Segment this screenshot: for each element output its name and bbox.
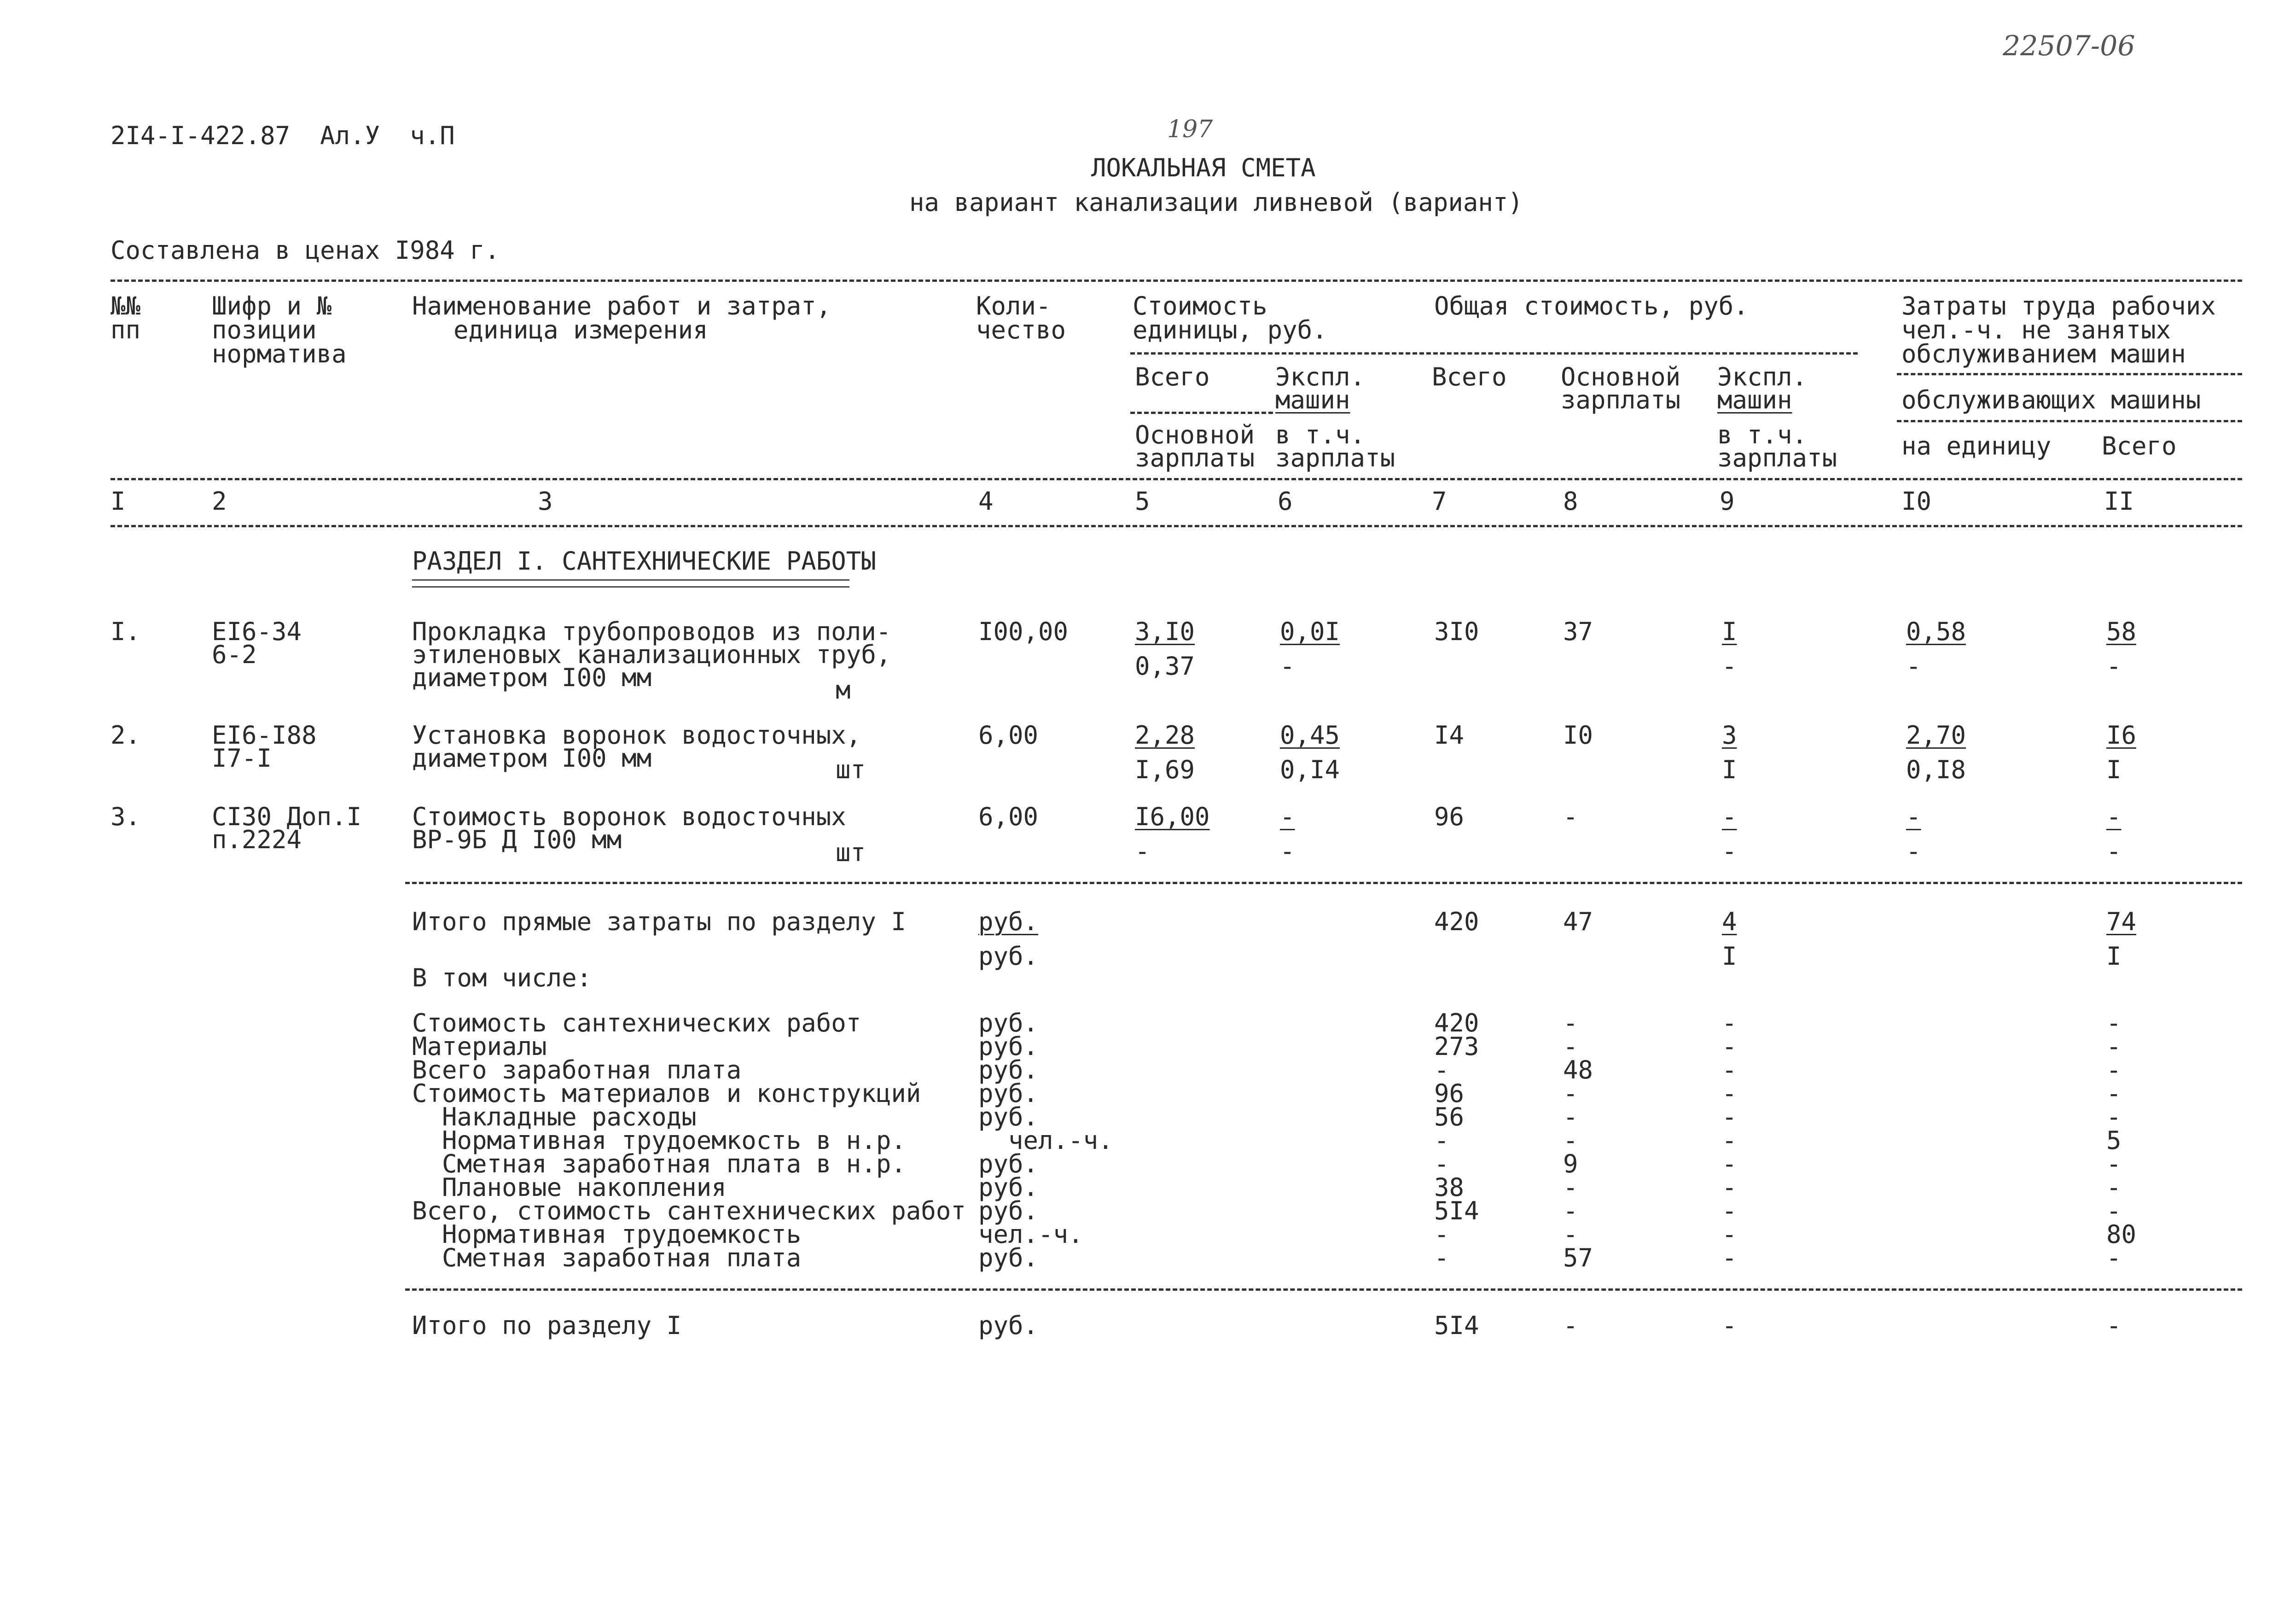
- item-number: I.: [110, 617, 141, 646]
- breakdown-wage: 57: [1563, 1243, 1593, 1272]
- breakdown-name: Материалы: [412, 1032, 547, 1061]
- item-name-1: Прокладка трубопроводов из поли-: [412, 617, 891, 646]
- column-number: I: [110, 487, 126, 516]
- item-total-machines-wage: I: [1722, 755, 1737, 784]
- breakdown-wage: -: [1563, 1173, 1578, 1202]
- item-labor-total: -: [2106, 802, 2122, 831]
- section-total-wage: -: [1563, 1311, 1578, 1340]
- item-total-wage: I0: [1563, 721, 1593, 750]
- breakdown-cost: -: [1434, 1055, 1449, 1084]
- breakdown-cost: -: [1434, 1220, 1449, 1249]
- breakdown-cost: -: [1434, 1243, 1449, 1272]
- breakdown-name: Всего, стоимость сантехнических работ: [412, 1196, 966, 1225]
- item-unit-wage: I,69: [1135, 755, 1195, 784]
- breakdown-name: Всего заработная плата: [412, 1055, 742, 1084]
- column-number: 9: [1720, 487, 1735, 516]
- item-labor-total: I6: [2106, 721, 2137, 750]
- breakdown-unit: руб.: [978, 1196, 1039, 1225]
- breakdown-labor: -: [2106, 1055, 2122, 1084]
- item-labor-total-2: I: [2106, 755, 2122, 784]
- breakdown-cost: 56: [1434, 1102, 1465, 1131]
- item-unit-machines: 0,45: [1280, 721, 1340, 750]
- breakdown-labor: -: [2106, 1173, 2122, 1202]
- breakdown-name: Стоимость сантехнических работ: [412, 1008, 861, 1037]
- item-qty: 6,00: [978, 802, 1039, 831]
- column-number: II: [2104, 487, 2134, 516]
- breakdown-unit: руб.: [978, 1173, 1039, 1202]
- item-name-1: Установка воронок водосточных,: [412, 721, 861, 750]
- breakdown-wage: 9: [1563, 1149, 1578, 1178]
- breakdown-unit: руб.: [978, 1102, 1039, 1131]
- breakdown-wage: -: [1563, 1126, 1578, 1155]
- table-top-rule: [110, 280, 2242, 282]
- item-unit: шт: [836, 755, 866, 784]
- column-number: 5: [1135, 487, 1150, 516]
- breakdown-machines: -: [1722, 1102, 1737, 1131]
- header-col9-expl-b: машин: [1717, 385, 1792, 414]
- items-end-rule: [405, 882, 2242, 884]
- breakdown-labor: -: [2106, 1008, 2122, 1037]
- header-total-cost: Общая стоимость, руб.: [1434, 291, 1749, 320]
- item-unit-machines: -: [1280, 802, 1295, 831]
- breakdown-wage: 48: [1563, 1055, 1593, 1084]
- item-total-machines-wage: -: [1722, 652, 1737, 681]
- item-name-2: ВР-9Б Д I00 мм: [412, 825, 622, 854]
- direct-total-machines: 4: [1722, 907, 1737, 936]
- header-col8-a: Основной: [1561, 362, 1681, 391]
- breakdown-unit: руб.: [978, 1055, 1039, 1084]
- item-unit-machines-wage: -: [1280, 837, 1295, 866]
- direct-total-labor: 74: [2106, 907, 2137, 936]
- direct-total-labor-2: I: [2106, 942, 2122, 971]
- breakdown-name: Плановые накопления: [412, 1173, 727, 1202]
- direct-total-cost: 420: [1434, 907, 1479, 936]
- item-labor-per-unit-2: 0,I8: [1906, 755, 1966, 784]
- breakdown-labor: -: [2106, 1079, 2122, 1108]
- breakdown-unit: чел.-ч.: [978, 1126, 1113, 1155]
- item-unit: шт: [836, 838, 866, 867]
- item-labor-total-2: -: [2106, 837, 2122, 866]
- breakdown-machines: -: [1722, 1173, 1737, 1202]
- breakdown-name: Сметная заработная плата в н.р.: [412, 1149, 906, 1178]
- item-total-machines: 3: [1722, 721, 1737, 750]
- header-name-a: Наименование работ и затрат,: [412, 291, 831, 320]
- section-total-labor: -: [2106, 1311, 2122, 1340]
- header-per-unit: на единицу: [1901, 431, 2052, 460]
- header-col6-expl-b: машин: [1275, 385, 1350, 414]
- item-unit-machines: 0,0I: [1280, 617, 1340, 646]
- breakdown-labor: -: [2106, 1102, 2122, 1131]
- header-col5-zp-b: зарплаты: [1135, 443, 1255, 472]
- header-qty-a: Коли-: [976, 291, 1051, 320]
- breakdown-labor: -: [2106, 1149, 2122, 1178]
- column-number: 2: [212, 487, 227, 516]
- item-unit-machines-wage: -: [1280, 652, 1295, 681]
- item-total: 3I0: [1434, 617, 1479, 646]
- breakdown-end-rule: [405, 1288, 2242, 1291]
- breakdown-machines: -: [1722, 1149, 1737, 1178]
- breakdown-machines: -: [1722, 1079, 1737, 1108]
- including-label: В том числе:: [412, 963, 592, 992]
- header-name-b: единица измерения: [453, 315, 708, 344]
- header-col6-expl-a: Экспл.: [1275, 362, 1366, 391]
- breakdown-name: Нормативная трудоемкость в н.р.: [412, 1126, 906, 1155]
- header-col9-vtch-a: в т.ч.: [1717, 420, 1808, 449]
- header-rule-col5: [1130, 412, 1273, 414]
- section-total-label: Итого по разделу I: [412, 1311, 682, 1340]
- section-title: РАЗДЕЛ I. САНТЕХНИЧЕСКИЕ РАБОТЫ: [412, 547, 876, 576]
- header-col5-zp-a: Основной: [1135, 420, 1255, 449]
- breakdown-name: Сметная заработная плата: [412, 1243, 802, 1272]
- breakdown-cost: 96: [1434, 1079, 1465, 1108]
- item-total-wage: -: [1563, 802, 1578, 831]
- item-code-2: I7-I: [212, 744, 272, 773]
- header-rule-labor-2: [1897, 420, 2242, 422]
- breakdown-unit: руб.: [978, 1032, 1039, 1061]
- document-title: ЛОКАЛЬНАЯ СМЕТА: [1091, 153, 1316, 182]
- item-unit-machines-wage: 0,I4: [1280, 755, 1340, 784]
- column-number: I0: [1901, 487, 1932, 516]
- archive-stamp: 22507-06: [2003, 30, 2135, 62]
- breakdown-machines: -: [1722, 1220, 1737, 1249]
- item-labor-per-unit: 0,58: [1906, 617, 1966, 646]
- header-col7-total: Всего: [1432, 362, 1507, 391]
- header-serving: обслуживающих машины: [1901, 385, 2201, 414]
- item-labor-per-unit: -: [1906, 802, 1921, 831]
- column-number: 3: [538, 487, 553, 516]
- header-rule-under-costs: [1130, 352, 1858, 355]
- document-code: 2I4-I-422.87 Ал.У ч.П: [110, 121, 455, 150]
- item-unit-total: 3,I0: [1135, 617, 1195, 646]
- item-qty: 6,00: [978, 721, 1039, 750]
- breakdown-wage: -: [1563, 1079, 1578, 1108]
- header-labor-c: обслуживанием машин: [1901, 339, 2186, 368]
- item-number: 3.: [110, 802, 141, 831]
- item-labor-per-unit-2: -: [1906, 652, 1921, 681]
- breakdown-machines: -: [1722, 1032, 1737, 1061]
- item-labor-total: 58: [2106, 617, 2137, 646]
- item-code: CI30 Доп.I: [212, 802, 362, 831]
- direct-total-unit: руб.: [978, 907, 1039, 936]
- header-rule-labor: [1897, 373, 2242, 375]
- breakdown-machines: -: [1722, 1055, 1737, 1084]
- item-labor-per-unit: 2,70: [1906, 721, 1966, 750]
- breakdown-wage: -: [1563, 1008, 1578, 1037]
- header-code-a: Шифр и №: [212, 291, 332, 320]
- item-labor-total-2: -: [2106, 652, 2122, 681]
- column-number: 8: [1563, 487, 1578, 516]
- breakdown-name: Стоимость материалов и конструкций: [412, 1079, 921, 1108]
- header-code-c: норматива: [212, 339, 347, 368]
- breakdown-name: Накладные расходы: [412, 1102, 697, 1131]
- breakdown-unit: руб.: [978, 1079, 1039, 1108]
- breakdown-labor: -: [2106, 1032, 2122, 1061]
- header-labor-a: Затраты труда рабочих: [1901, 291, 2216, 320]
- column-number: 4: [978, 487, 994, 516]
- header-unit-cost-a: Стоимость: [1133, 291, 1267, 320]
- document-subtitle: на вариант канализации ливневой (вариант): [909, 188, 1523, 217]
- breakdown-name: Нормативная трудоемкость: [412, 1220, 802, 1249]
- breakdown-labor: -: [2106, 1196, 2122, 1225]
- page-number: 197: [1167, 116, 1213, 143]
- breakdown-unit: чел.-ч.: [978, 1220, 1083, 1249]
- header-bottom-rule: [110, 478, 2242, 480]
- section-total-unit: руб.: [978, 1311, 1039, 1340]
- breakdown-machines: -: [1722, 1126, 1737, 1155]
- breakdown-unit: руб.: [978, 1008, 1039, 1037]
- item-total-wage: 37: [1563, 617, 1593, 646]
- header-col9-vtch-b: зарплаты: [1717, 443, 1837, 472]
- breakdown-wage: -: [1563, 1220, 1578, 1249]
- header-labor-b: чел.-ч. не занятых: [1901, 315, 2171, 344]
- breakdown-unit: руб.: [978, 1243, 1039, 1272]
- column-numbers-rule: [110, 525, 2242, 527]
- section-title-underline: [412, 579, 849, 588]
- item-labor-per-unit-2: -: [1906, 837, 1921, 866]
- breakdown-labor: 80: [2106, 1220, 2137, 1249]
- breakdown-cost: 5I4: [1434, 1196, 1479, 1225]
- breakdown-cost: -: [1434, 1126, 1449, 1155]
- header-col8-b: зарплаты: [1561, 385, 1681, 414]
- direct-total-unit-2: руб.: [978, 942, 1039, 971]
- item-unit-total: I6,00: [1135, 802, 1210, 831]
- column-number: 7: [1432, 487, 1447, 516]
- item-total-machines-wage: -: [1722, 837, 1737, 866]
- item-total-machines: I: [1722, 617, 1737, 646]
- item-total-machines: -: [1722, 802, 1737, 831]
- header-code-b: позиции: [212, 315, 317, 344]
- header-num-b: пп: [110, 315, 141, 344]
- section-total-machines: -: [1722, 1311, 1737, 1340]
- breakdown-machines: -: [1722, 1008, 1737, 1037]
- item-unit: м: [836, 676, 851, 705]
- direct-total-machines-wage: I: [1722, 942, 1737, 971]
- item-name-2: диаметром I00 мм: [412, 744, 652, 773]
- header-col6-vtch-a: в т.ч.: [1275, 420, 1366, 449]
- item-qty: I00,00: [978, 617, 1069, 646]
- section-total-cost: 5I4: [1434, 1311, 1479, 1340]
- breakdown-cost: 420: [1434, 1008, 1479, 1037]
- breakdown-cost: 273: [1434, 1032, 1479, 1061]
- item-code: EI6-I88: [212, 721, 317, 750]
- header-col9-expl-a: Экспл.: [1717, 362, 1808, 391]
- item-unit-wage: -: [1135, 837, 1150, 866]
- header-qty-b: чество: [976, 315, 1066, 344]
- prices-note: Составлена в ценах I984 г.: [110, 236, 500, 265]
- column-number: 6: [1278, 487, 1293, 516]
- breakdown-unit: руб.: [978, 1149, 1039, 1178]
- header-num-a: №№: [110, 291, 141, 320]
- breakdown-labor: 5: [2106, 1126, 2122, 1155]
- breakdown-wage: -: [1563, 1102, 1578, 1131]
- header-col6-vtch-b: зарплаты: [1275, 443, 1395, 472]
- breakdown-wage: -: [1563, 1032, 1578, 1061]
- breakdown-wage: -: [1563, 1196, 1578, 1225]
- item-name-1: Стоимость воронок водосточных: [412, 802, 846, 831]
- direct-total-label: Итого прямые затраты по разделу I: [412, 907, 906, 936]
- item-unit-total: 2,28: [1135, 721, 1195, 750]
- item-name-3: диаметром I00 мм: [412, 663, 652, 692]
- item-code-2: 6-2: [212, 640, 257, 669]
- direct-total-wage: 47: [1563, 907, 1593, 936]
- header-unit-cost-b: единицы, руб.: [1133, 315, 1327, 344]
- item-code-2: п.2224: [212, 825, 302, 854]
- item-unit-wage: 0,37: [1135, 652, 1195, 681]
- item-name-2: этиленовых канализационных труб,: [412, 640, 891, 669]
- breakdown-machines: -: [1722, 1196, 1737, 1225]
- header-col5-total: Всего: [1135, 362, 1210, 391]
- item-code: EI6-34: [212, 617, 302, 646]
- item-total: 96: [1434, 802, 1465, 831]
- breakdown-cost: 38: [1434, 1173, 1465, 1202]
- item-number: 2.: [110, 721, 141, 750]
- breakdown-cost: -: [1434, 1149, 1449, 1178]
- item-total: I4: [1434, 721, 1465, 750]
- breakdown-machines: -: [1722, 1243, 1737, 1272]
- breakdown-labor: -: [2106, 1243, 2122, 1272]
- header-col11-total: Всего: [2102, 431, 2177, 460]
